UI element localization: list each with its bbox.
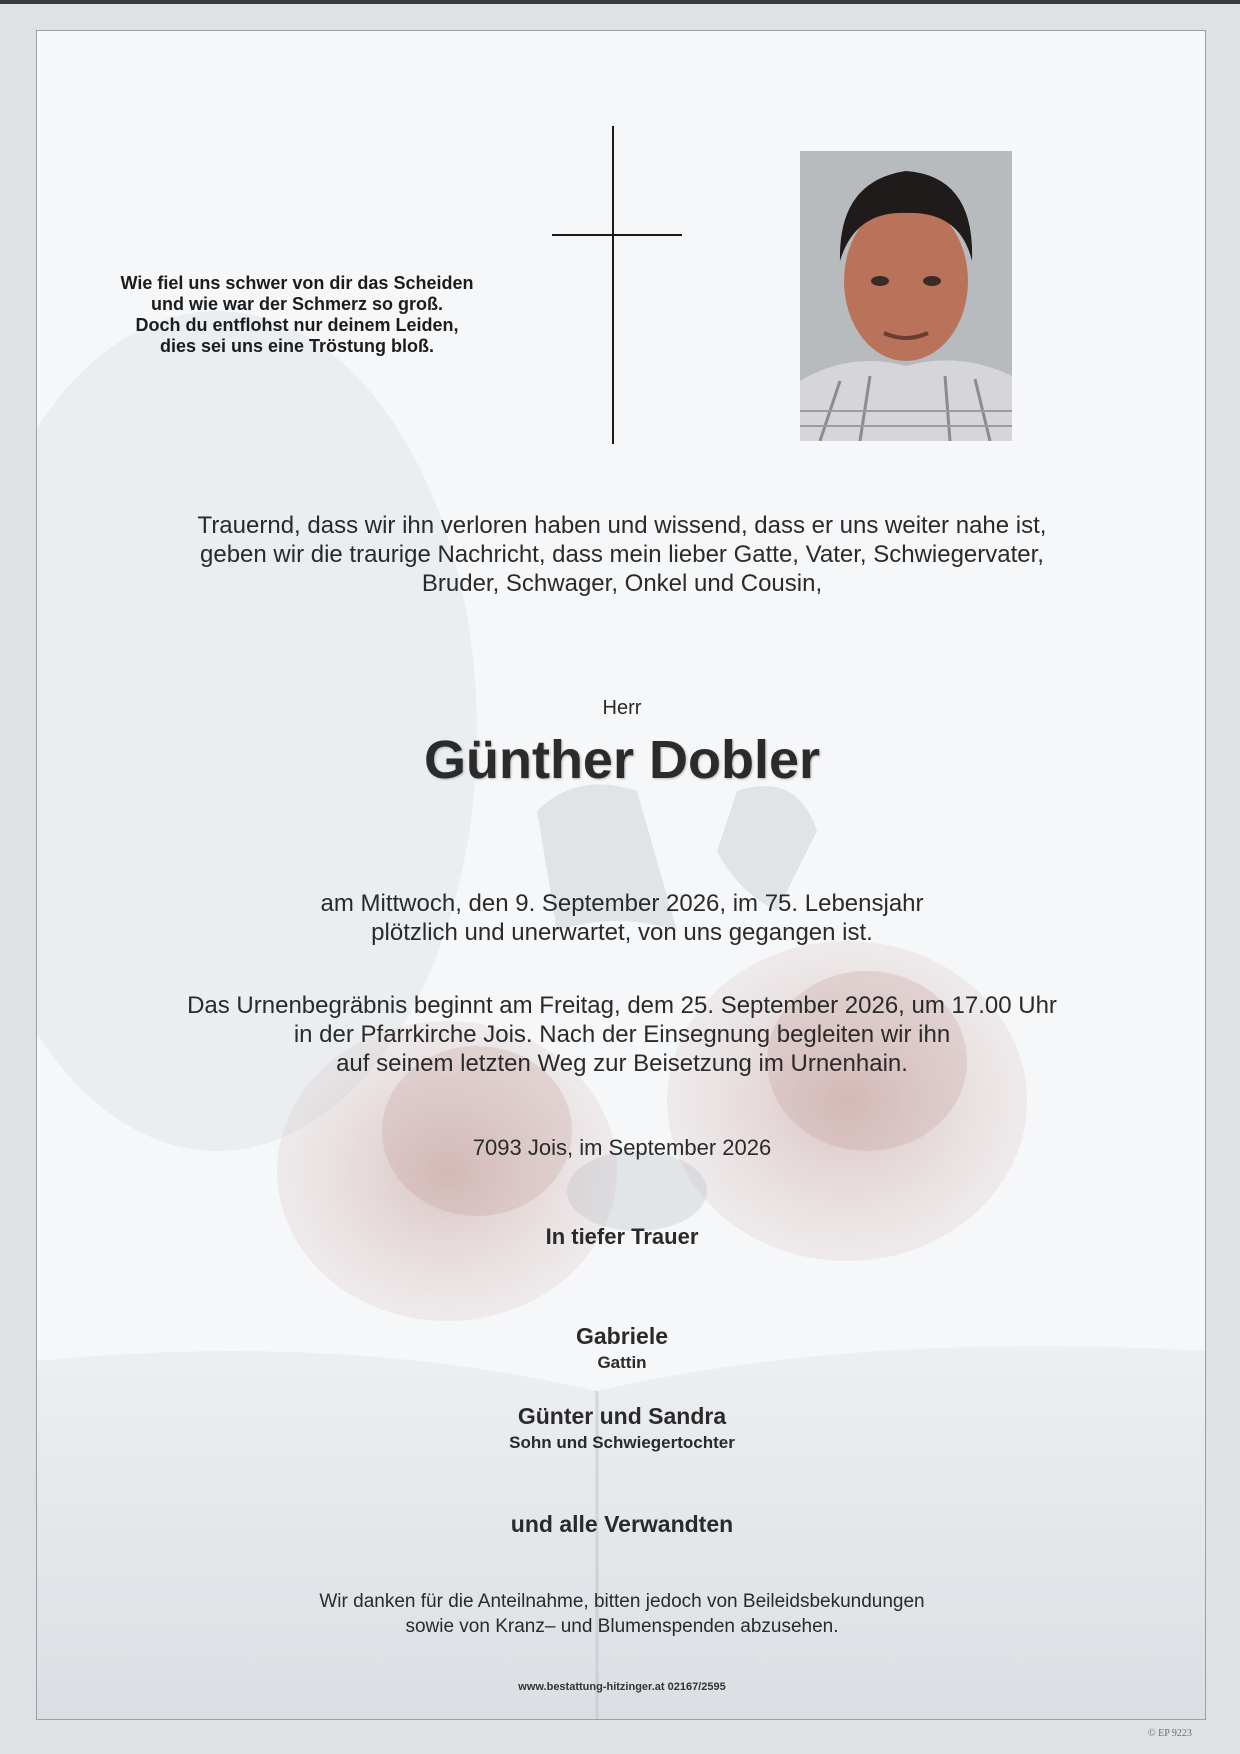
relatives-line: und alle Verwandten (510, 1511, 734, 1537)
funeral-line: Das Urnenbegräbnis beginnt am Freitag, dem 25. September 2026, um 17.00 Uhr (187, 992, 1057, 1019)
mourner-role: Sohn und Schwiegertochter (509, 1433, 735, 1452)
place-date: 7093 Jois, im September 2026 (472, 1135, 772, 1160)
footer-contact: www.bestattung-hitzinger.at 02167/2595 (518, 1681, 726, 1693)
intro-text (37, 511, 1206, 598)
deceased-name: Günther Dobler (423, 730, 820, 790)
cross-icon-bar (552, 234, 682, 236)
mourner-name: Gabriele (575, 1323, 669, 1349)
intro-line: Trauernd, dass wir ihn verloren haben und wissend, dass er uns weiter nahe ist, (197, 512, 1047, 539)
death-notice (37, 889, 1206, 947)
funeral-line: in der Pfarrkirche Jois. Nach der Einsegnung begleiten wir ihn (293, 1021, 951, 1048)
thanks-text (37, 1589, 1206, 1639)
cross-icon (612, 126, 614, 444)
portrait-photo (800, 151, 1012, 441)
poem-line: Doch du entflohst nur deinem Leiden, (135, 315, 459, 335)
poem (107, 273, 487, 357)
funeral-details (37, 991, 1206, 1078)
scan-edge (0, 0, 1240, 4)
poem-line: dies sei uns eine Tröstung bloß. (159, 336, 435, 356)
thanks-line: Wir danken für die Anteilnahme, bitten jedoch von Beileidsbekundungen (319, 1591, 925, 1612)
death-line: plötzlich und unerwartet, von uns gegangen ist. (371, 919, 873, 946)
intro-line: geben wir die traurige Nachricht, dass mein lieber Gatte, Vater, Schwiegervater, (200, 541, 1044, 568)
mourner-role: Gattin (597, 1353, 647, 1372)
mourner-name: Günter und Sandra (517, 1403, 727, 1429)
intro-line: Bruder, Schwager, Onkel und Cousin, (421, 570, 823, 597)
death-line: am Mittwoch, den 9. September 2026, im 75. Lebensjahr (320, 890, 924, 917)
obituary-sheet (36, 30, 1206, 1720)
poem-line: und wie war der Schmerz so groß. (150, 294, 444, 314)
funeral-line: auf seinem letzten Weg zur Beisetzung im Urnenhain. (336, 1050, 908, 1077)
grief-heading: In tiefer Trauer (545, 1224, 699, 1249)
print-stamp: © EP 9223 (1148, 1728, 1192, 1739)
thanks-line: sowie von Kranz– und Blumenspenden abzusehen. (405, 1616, 839, 1637)
salutation: Herr (602, 697, 642, 719)
poem-line: Wie fiel uns schwer von dir das Scheiden (120, 273, 474, 293)
